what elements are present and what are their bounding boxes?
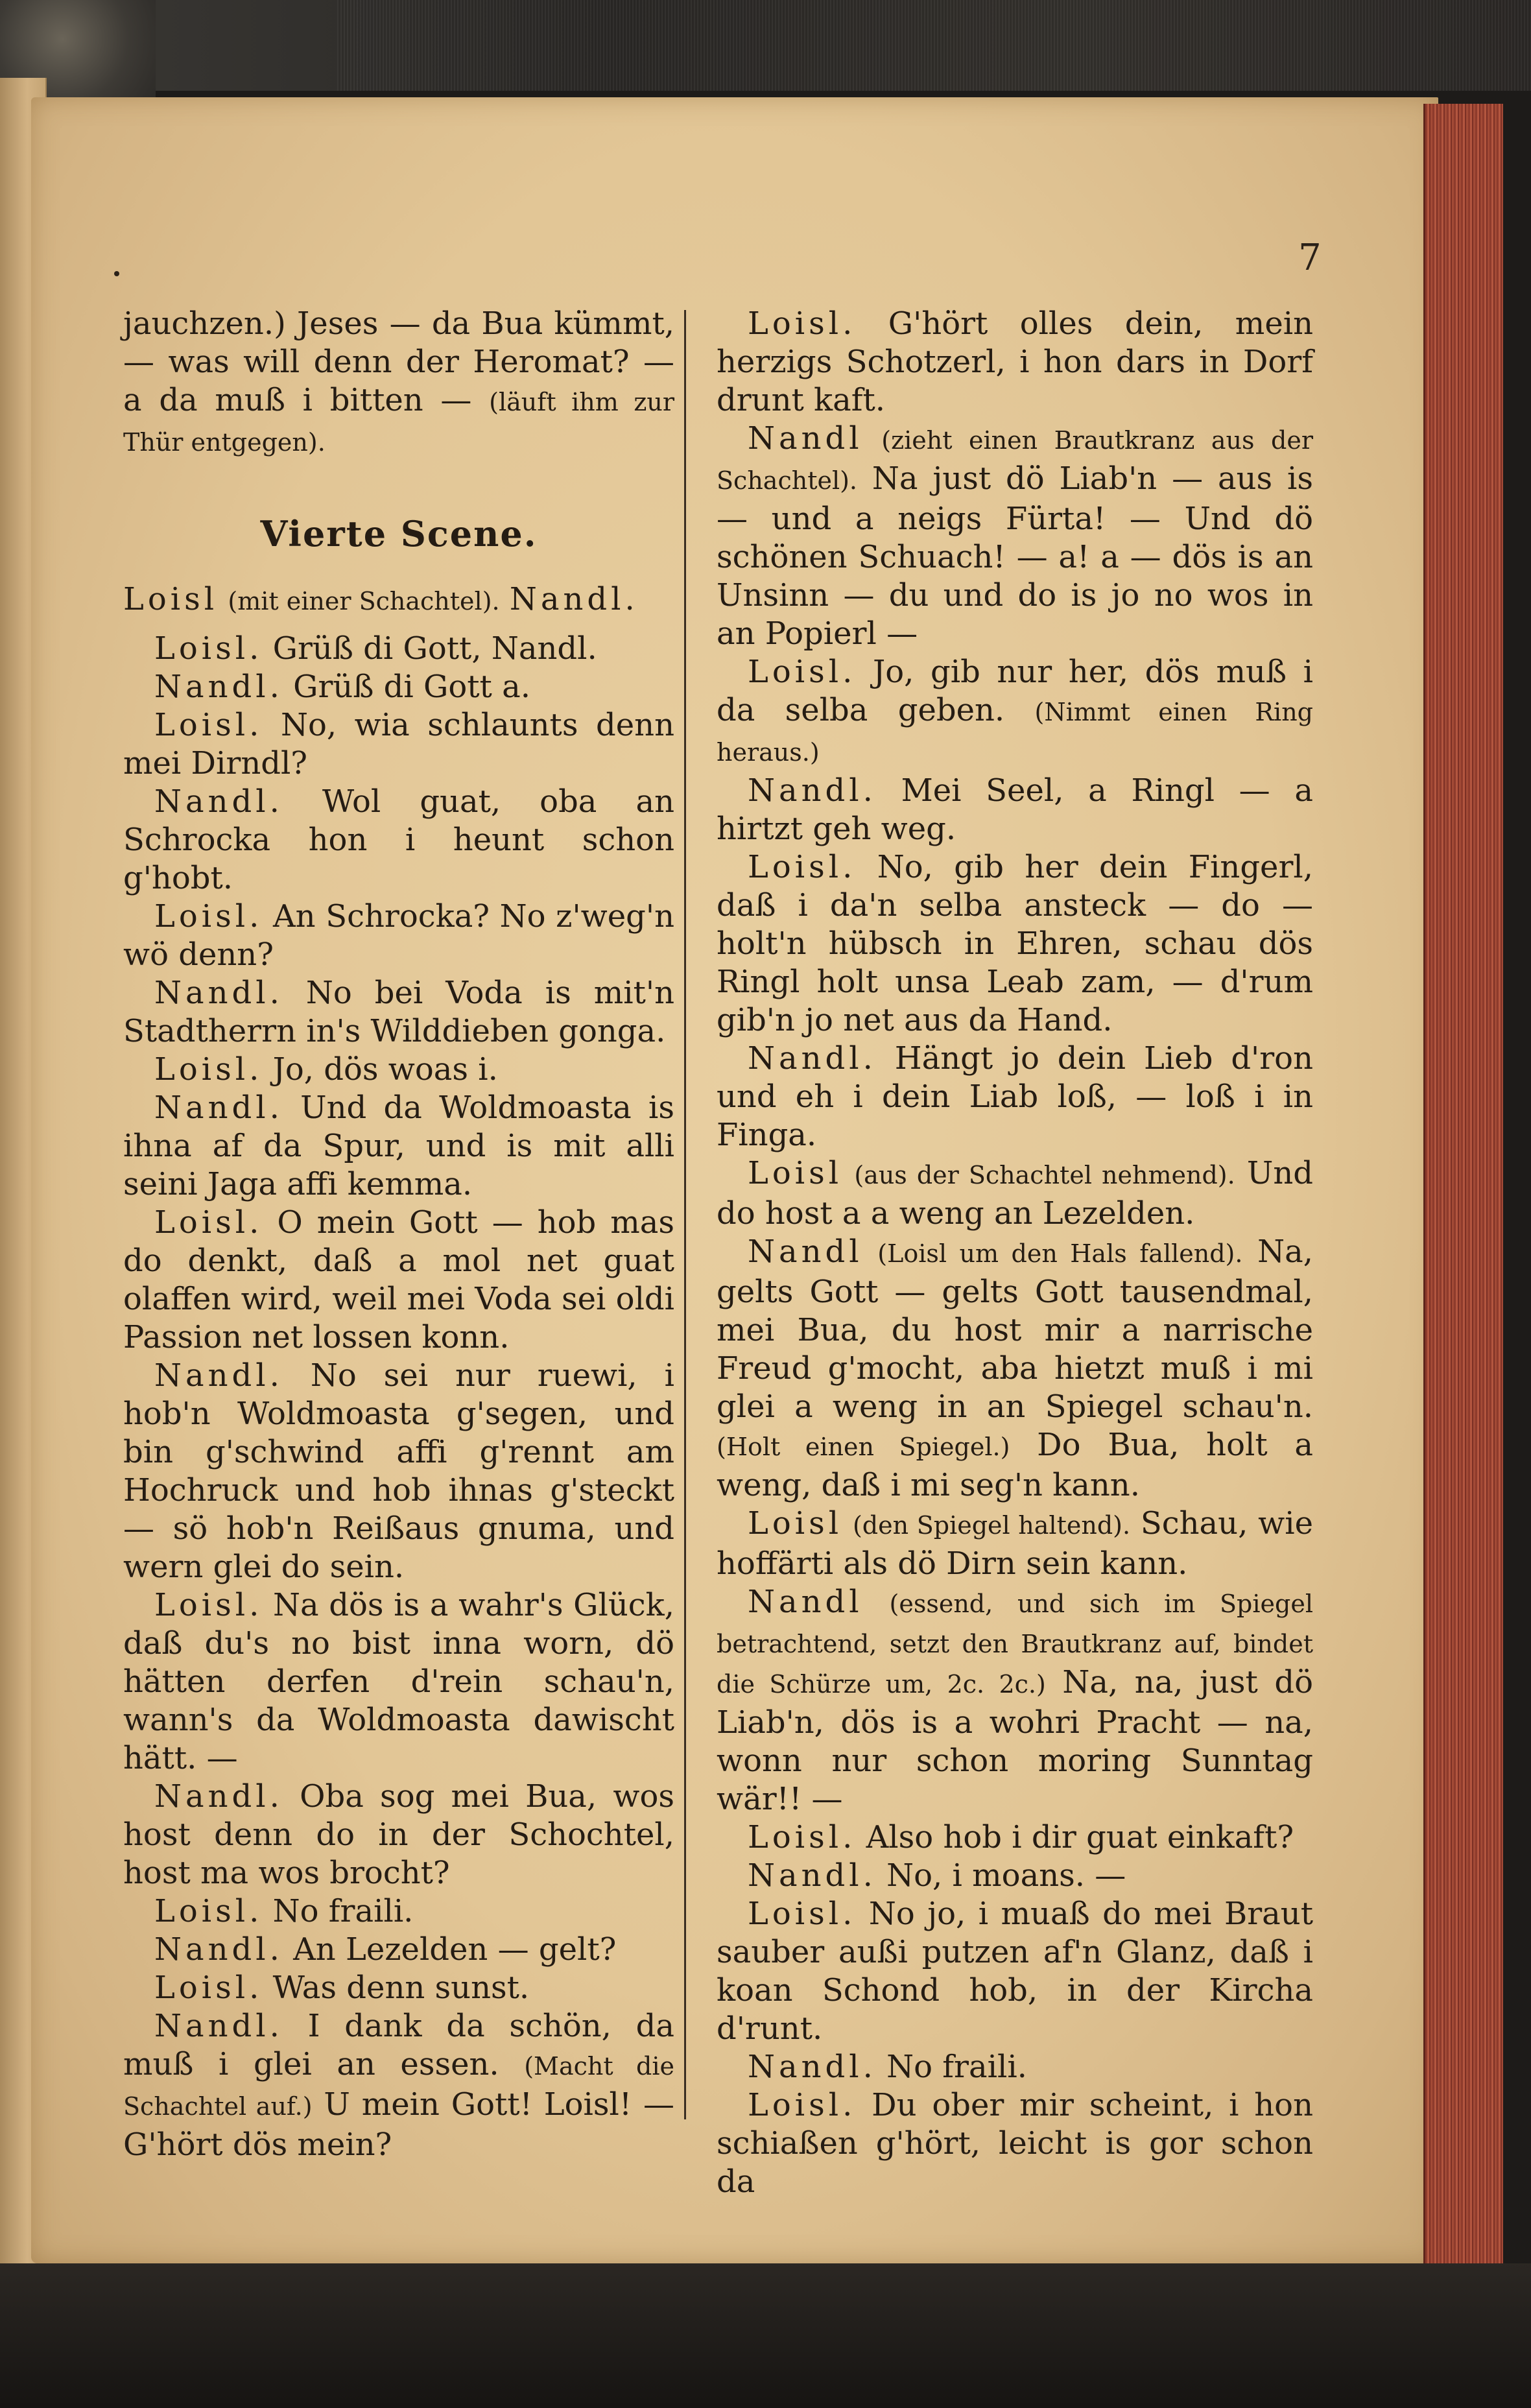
speaker-name: Loisl. (154, 630, 263, 667)
speaker-name: Loisl. (154, 1051, 263, 1088)
dialogue-text: Na just dö Liab'n — aus is — und a neigs Fürta! — Und dö schönen Schuach! — a! a — dös is an Unsinn — du und do is jo no wos in an Popierl — (717, 460, 1313, 652)
dialogue-text: No fraili. (876, 2049, 1027, 2085)
dialogue-paragraph (717, 2086, 1313, 2201)
dialogue-paragraph (123, 1778, 674, 1892)
dialogue-paragraph (123, 1931, 674, 1969)
dialogue-text: Jeses — da Bua kümmt, — was will denn der Heromat? — a da muß i bitten — (123, 305, 675, 418)
dialogue-text: Wol guat, oba an Schrocka hon i heunt schon g'hobt. (123, 783, 674, 896)
dialogue-paragraph (123, 898, 674, 974)
dialogue-text: I dank da schön, da muß i glei an essen. (123, 2008, 674, 2082)
dialogue-text: No bei Voda is mit'n Stadtherrn in's Wilddieben gonga. (123, 975, 674, 1049)
left-column (123, 305, 674, 2164)
dialogue-text: No, gib her dein Fingerl, daß i da'n selba ansteck — do — holt'n hübsch in Ehren, schau dös Ringl holt unsa Leab zam, — d'rum gib'n jo net aus da Hand. (717, 849, 1313, 1038)
speaker-name: Nandl (748, 1234, 863, 1270)
speaker-name: Nandl. (154, 669, 283, 705)
speaker-name: Loisl. (154, 1204, 263, 1241)
dialogue-text: U mein Gott! Loisl! — G'hört dös mein? (123, 2086, 675, 2163)
dialogue-text: No sei nur ruewi, i hob'n Woldmoasta g'segen, und bin g'schwind affi g'rennt am Hochruck und hob ihnas g'steckt — sö hob'n Reißaus gnuma, und wern glei do sein. (123, 1357, 674, 1585)
dialogue-paragraph (123, 1204, 674, 1357)
dialogue-text: Und da Woldmoasta is ihna af da Spur, und is mit alli seini Jaga affi kemma. (123, 1090, 674, 1202)
speaker-name: Loisl. (748, 2087, 857, 2123)
speaker-name: Nandl. (154, 1357, 283, 1394)
speaker-name: Nandl. (748, 772, 877, 809)
dialogue-text: Du ober mir scheint, i hon schiaßen g'hört, leicht is gor schon da (717, 2087, 1313, 2200)
dialogue-text (500, 581, 510, 617)
stage-direction: (Nimmt einen Ring heraus.) (717, 698, 1313, 767)
dialogue-text: Grüß di Gott a. (283, 669, 530, 705)
dialogue-text: Do Bua, holt a weng, daß i mi seg'n kann. (717, 1427, 1314, 1503)
speaker-name: Loisl. (154, 707, 263, 743)
dialogue-text: Na, na, just dö Liab'n, dös is a wohri Pracht — na, wonn nur schon moring Sunntag wär!! — (717, 1664, 1313, 1817)
dialogue-text: No fraili. (263, 1893, 414, 1929)
dialogue-text: An Schrocka? No z'weg'n wö denn? (123, 898, 674, 973)
stage-direction: (mit einer Schachtel). (228, 587, 500, 615)
dialogue-paragraph (717, 1583, 1313, 1818)
stage-direction: (zieht einen Brautkranz aus der Schachtel). (717, 426, 1313, 495)
stage-direction: (läuft ihm zur Thür entgegen). (123, 388, 674, 457)
dialogue-text: Hängt jo dein Lieb d'ron und eh i dein Liab loß, — loß i in Finga. (717, 1040, 1313, 1153)
speaker-name: Loisl. (748, 1896, 857, 1932)
speaker-name: Loisl. (154, 1970, 263, 2006)
speaker-name: Nandl. (154, 1931, 283, 1968)
speaker-name: Nandl. (154, 2008, 283, 2044)
speaker-name: Nandl (748, 1584, 863, 1620)
speaker-name: Loisl (748, 1505, 843, 1542)
dialogue-text: Mei Seel, a Ringl — a hirtzt geh weg. (717, 772, 1313, 847)
dialogue-paragraph (123, 1357, 674, 1586)
speaker-name: Nandl. (154, 1090, 283, 1126)
dialogue-paragraph (123, 630, 674, 668)
dialogue-text (842, 1505, 853, 1542)
speaker-name: Nandl. (154, 975, 283, 1011)
right-column (717, 305, 1313, 2201)
dialogue-text (218, 581, 228, 617)
speaker-name: Loisl (748, 1155, 843, 1191)
dialogue-text: Was denn sunst. (263, 1970, 530, 2006)
dialogue-text: Na dös is a wahr's Glück, daß du's no bist inna worn, dö hätten derfen d'rein schau'n, wann's da Woldmoasta dawischt hätt. — (123, 1587, 674, 1776)
dialogue-text (863, 1584, 890, 1620)
speaker-name: Nandl. (154, 783, 283, 820)
dialogue-paragraph (123, 2007, 674, 2164)
dialogue-text: Also hob i dir guat einkaft? (856, 1819, 1294, 1855)
dialogue-text: G'hört olles dein, mein herzigs Schotzerl, i hon dars in Dorf drunt kaft. (717, 305, 1313, 418)
dialogue-paragraph (123, 1051, 674, 1089)
stage-direction: (Loisl um den Hals fallend). (877, 1239, 1243, 1268)
dialogue-paragraph (123, 706, 674, 783)
dialogue-paragraph (717, 772, 1313, 848)
speaker-name: Nandl (748, 420, 863, 457)
dialogue-text: An Lezelden — gelt? (283, 1931, 617, 1968)
bottom-shadow (0, 2263, 1531, 2408)
dialogue-text: Jo, gib nur her, dös muß i da selba geben. (717, 654, 1313, 728)
dialogue-paragraph (717, 848, 1313, 1040)
page-number: 7 (1298, 237, 1322, 279)
dialogue-paragraph (717, 1233, 1313, 1505)
stage-direction: (Holt einen Spiegel.) (717, 1433, 1010, 1461)
speaker-name: Loisl. (154, 898, 263, 935)
dialogue-text (863, 420, 882, 457)
dialogue-text: jauchzen.) (123, 305, 298, 342)
dialogue-paragraph (717, 653, 1313, 772)
dialogue-text (863, 1234, 878, 1270)
dialogue-text: No, i moans. — (876, 1857, 1126, 1894)
dialogue-paragraph (123, 974, 674, 1051)
dialogue-text: O mein Gott — hob mas do denkt, daß a mol net guat olaffen wird, weil mei Voda sei oldi Passion net lossen konn. (123, 1204, 674, 1355)
dialogue-text (842, 1155, 854, 1191)
speaker-name: Nandl. (748, 1040, 877, 1077)
dialogue-paragraph (123, 580, 674, 621)
speaker-name: Loisl. (748, 654, 857, 690)
dialogue-paragraph (717, 2048, 1313, 2086)
speaker-name: Loisl. (748, 849, 857, 885)
dialogue-text: No, wia schlaunts denn mei Dirndl? (123, 707, 674, 781)
speaker-name: Nandl. (509, 581, 639, 617)
speaker-name: Loisl. (748, 305, 857, 342)
dialogue-paragraph (717, 420, 1313, 653)
dialogue-paragraph (123, 1586, 674, 1778)
stage-direction: (aus der Schachtel nehmend). (854, 1161, 1235, 1189)
scene-title: Vierte Scene. (260, 513, 538, 554)
speaker-name: Loisl (123, 581, 219, 617)
dialogue-paragraph (123, 783, 674, 898)
stage-direction: (essend, und sich im Spiegel betrachtend, setzt den Brautkranz auf, bindet die Schürze um, 2c. 2c.) (717, 1590, 1313, 1699)
dialogue-text: Oba sog mei Bua, wos host denn do in der Schochtel, host ma wos brocht? (123, 1778, 674, 1891)
speaker-name: Nandl. (154, 1778, 283, 1815)
dialogue-text: Und do host a a weng an Lezelden. (717, 1155, 1314, 1232)
dialogue-text: Na, gelts Gott — gelts Gott tausendmal, mei Bua, du host mir a narrische Freud g'mocht, aba hietzt muß i mi glei a weng in an Spiegel schau'n. (717, 1234, 1313, 1425)
dialogue-paragraph (123, 1089, 674, 1204)
dialogue-paragraph (123, 1969, 674, 2007)
dialogue-paragraph (717, 1895, 1313, 2048)
stage-direction: (den Spiegel haltend). (852, 1511, 1131, 1540)
speaker-name: Loisl. (154, 1893, 263, 1929)
column-divider (684, 310, 686, 2119)
dialogue-paragraph (717, 1857, 1313, 1895)
speaker-name: Nandl. (748, 2049, 877, 2085)
dialogue-paragraph (123, 1892, 674, 1931)
dialogue-paragraph (717, 1040, 1313, 1154)
dialogue-paragraph (717, 305, 1313, 420)
stray-mark (114, 271, 119, 276)
dialogue-paragraph (123, 305, 674, 462)
red-fore-edge (1423, 104, 1503, 2263)
dialogue-text: Grüß di Gott, Nandl. (263, 630, 597, 667)
speaker-name: Loisl. (154, 1587, 263, 1623)
dialogue-text: No jo, i muaß do mei Braut sauber außi putzen af'n Glanz, daß i koan Schond hob, in der Kircha d'runt. (717, 1896, 1313, 2047)
stage-direction: (Macht die Schachtel auf.) (123, 2052, 674, 2121)
dialogue-paragraph (717, 1154, 1313, 1233)
dialogue-text: Schau, wie hoffärti als dö Dirn sein kann. (717, 1505, 1313, 1582)
dialogue-paragraph (717, 1818, 1313, 1857)
dialogue-paragraph (123, 668, 674, 706)
dialogue-text: Jo, dös woas i. (263, 1051, 498, 1088)
speaker-name: Nandl. (748, 1857, 877, 1894)
cloth-texture (337, 0, 1531, 91)
speaker-name: Loisl. (748, 1819, 857, 1855)
dialogue-paragraph (717, 1505, 1313, 1583)
